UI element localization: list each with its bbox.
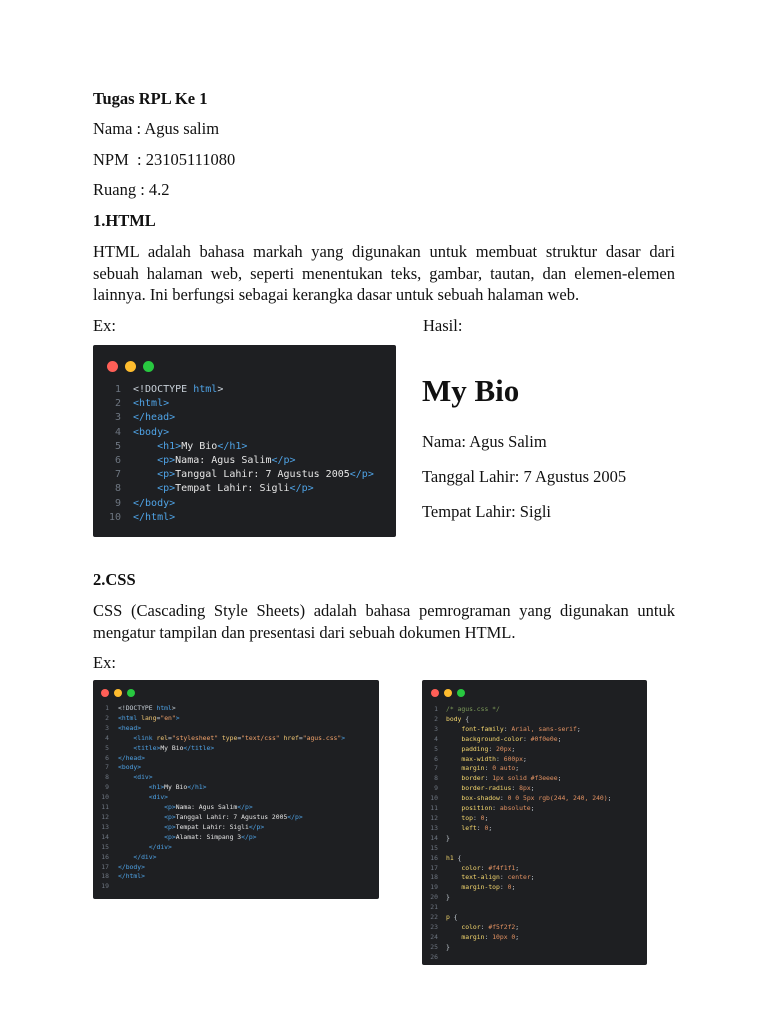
code-text: margin: 0 auto; [461, 764, 520, 773]
code-line [107, 511, 374, 525]
code-line [428, 893, 611, 903]
code-text: } [446, 833, 450, 842]
code-text: h1 { [446, 853, 462, 862]
line-number: 26 [430, 952, 438, 961]
section-css-heading: 2.CSS [93, 570, 136, 589]
line-number: 8 [434, 774, 438, 783]
line-number: 25 [430, 942, 438, 951]
code-text: body { [446, 714, 470, 723]
line-number: 16 [101, 852, 109, 861]
code-text: background-color: #0f0e0e; [461, 734, 562, 743]
code-line [428, 854, 611, 864]
code-text: <p>Nama: Agus Salim</p> [157, 455, 296, 467]
html-ex-label: Ex: [93, 316, 116, 335]
minimize-dot-icon [125, 361, 136, 372]
code-text: } [446, 893, 450, 902]
code-text: <p>Tanggal Lahir: 7 Agustus 2005</p> [157, 469, 374, 481]
line-number: 2 [105, 713, 109, 722]
code-line [99, 783, 345, 793]
line-number: 7 [114, 469, 121, 481]
code-line [99, 872, 345, 882]
code-line [99, 754, 345, 764]
code-text: top: 0; [461, 813, 489, 822]
css-ex-label: Ex: [93, 653, 116, 672]
line-number: 6 [114, 455, 121, 467]
line-number: 7 [105, 763, 109, 772]
html-code-block [107, 383, 374, 525]
section-html-heading: 1.HTML [93, 211, 156, 230]
student-name: Nama : Agus salim [93, 119, 220, 138]
code-line [428, 943, 611, 953]
line-number: 15 [101, 842, 109, 851]
code-line [99, 823, 345, 833]
section-html-paragraph: HTML adalah bahasa markah yang digunakan untuk membuat struktur dasar dari sebuah halaman web, seperti menentukan teks, gambar, tautan, dan elemen-elemen lainnya. Ini berfungsi sebagai kerangka dasar untuk sebuah halaman web. [93, 242, 675, 304]
line-number: 14 [101, 832, 109, 841]
line-number: 7 [434, 764, 438, 773]
line-number: 8 [105, 773, 109, 782]
line-number: 4 [105, 733, 109, 742]
code-text: <body> [133, 426, 170, 438]
line-number: 19 [430, 883, 438, 892]
css-code-block [428, 705, 611, 963]
code-text: </html> [118, 872, 145, 881]
line-number: 14 [430, 833, 438, 842]
code-line [428, 883, 611, 893]
code-text: margin-top: 0; [461, 883, 516, 892]
line-number: 18 [101, 872, 109, 881]
code-line [99, 763, 345, 773]
close-dot-icon [431, 689, 439, 697]
code-line [428, 953, 611, 963]
line-number: 3 [105, 723, 109, 732]
code-text: border-radius: 8px; [461, 784, 535, 793]
code-text: <div> [148, 793, 169, 802]
code-line [428, 873, 611, 883]
code-line [99, 813, 345, 823]
code-text: <html lang="en"> [118, 713, 180, 722]
code-line [428, 794, 611, 804]
maximize-dot-icon [457, 689, 465, 697]
line-number: 1 [105, 704, 109, 712]
code-line [428, 764, 611, 774]
code-text: </html> [133, 511, 176, 523]
close-dot-icon [107, 361, 118, 372]
code-text: left: 0; [461, 823, 493, 832]
line-number: 17 [101, 862, 109, 871]
code-line [107, 482, 374, 496]
code-text: <!DOCTYPE html> [118, 704, 176, 712]
code-line [428, 784, 611, 794]
code-text: <title>My Bio</title> [133, 743, 215, 752]
line-number: 10 [108, 511, 121, 523]
code-text: <head> [118, 723, 142, 732]
code-text: <p>Tempat Lahir: Sigli</p> [164, 822, 265, 831]
code-text: <p>Nama: Agus Salim</p> [164, 803, 253, 812]
html-code-window [93, 345, 396, 537]
window-controls [431, 689, 465, 697]
code-line [99, 833, 345, 843]
code-line [428, 864, 611, 874]
code-line [99, 853, 345, 863]
code-text: </div> [148, 842, 172, 851]
code-line [107, 497, 374, 511]
code-text: <link rel="stylesheet" type="text/css" href="agus.css"> [133, 733, 346, 742]
line-number: 4 [114, 426, 121, 438]
maximize-dot-icon [143, 361, 154, 372]
result-line-3: Tempat Lahir: Sigli [422, 502, 551, 521]
code-line [99, 863, 345, 873]
css-html-code-window [93, 680, 379, 899]
code-line [107, 426, 374, 440]
code-line [428, 705, 611, 715]
line-number: 5 [114, 440, 121, 452]
line-number: 9 [434, 784, 438, 793]
line-number: 16 [430, 853, 438, 862]
line-number: 5 [105, 743, 109, 752]
line-number: 19 [101, 882, 109, 891]
code-text: <p>Alamat: Simpang 3</p> [164, 832, 257, 841]
line-number: 1 [434, 705, 438, 713]
code-line [99, 714, 345, 724]
code-text: border: 1px solid #f3eeee; [461, 774, 562, 783]
code-text: </body> [118, 862, 145, 871]
line-number: 12 [430, 813, 438, 822]
code-line [99, 843, 345, 853]
code-line [428, 725, 611, 735]
code-text: <p>Tempat Lahir: Sigli</p> [157, 483, 314, 495]
code-text: <h1>My Bio</h1> [148, 783, 207, 792]
line-number: 3 [114, 412, 121, 424]
line-number: 13 [101, 822, 109, 831]
line-number: 2 [114, 398, 121, 410]
code-text: </div> [133, 852, 157, 861]
maximize-dot-icon [127, 689, 135, 697]
code-text: </head> [133, 412, 176, 424]
code-line [428, 755, 611, 765]
doc-title: Tugas RPL Ke 1 [93, 89, 208, 108]
code-line [107, 397, 374, 411]
line-number: 22 [430, 913, 438, 922]
code-text: <p>Tanggal Lahir: 7 Agustus 2005</p> [164, 812, 303, 821]
code-line [99, 793, 345, 803]
code-text: /* agus.css */ [446, 705, 500, 713]
line-number: 21 [430, 903, 438, 912]
code-text: <h1>My Bio</h1> [157, 440, 248, 452]
code-line [107, 454, 374, 468]
css-stylesheet-window [422, 680, 647, 965]
line-number: 10 [430, 794, 438, 803]
code-text: <!DOCTYPE html> [133, 384, 224, 395]
code-line [428, 745, 611, 755]
line-number: 9 [105, 783, 109, 792]
code-text: margin: 10px 0; [461, 932, 520, 941]
student-npm: NPM : 23105111080 [93, 150, 236, 169]
code-line [107, 411, 374, 425]
line-number: 11 [430, 804, 438, 813]
line-number: 23 [430, 922, 438, 931]
line-number: 4 [434, 734, 438, 743]
code-line [428, 735, 611, 745]
code-line [107, 383, 374, 397]
code-line [428, 844, 611, 854]
code-line [99, 773, 345, 783]
line-number: 6 [434, 754, 438, 763]
code-text: <div> [133, 773, 153, 782]
code-text: padding: 20px; [461, 744, 516, 753]
line-number: 24 [430, 932, 438, 941]
code-text: p { [446, 913, 458, 922]
close-dot-icon [101, 689, 109, 697]
section-css-paragraph: CSS (Cascading Style Sheets) adalah bahasa pemrograman yang digunakan untuk mengatur tampilan dan presentasi dari sebuah dokumen HTML. [93, 601, 675, 642]
code-line [99, 882, 345, 892]
css-html-code-block [99, 704, 345, 892]
code-line [428, 774, 611, 784]
code-line [99, 803, 345, 813]
line-number: 1 [114, 384, 121, 395]
code-line [428, 903, 611, 913]
window-controls [101, 689, 135, 697]
line-number: 8 [114, 483, 121, 495]
line-number: 13 [430, 823, 438, 832]
code-text: font-family: Arial, sans-serif; [461, 724, 581, 733]
code-line [99, 724, 345, 734]
line-number: 6 [105, 753, 109, 762]
line-number: 17 [430, 863, 438, 872]
line-number: 3 [434, 724, 438, 733]
code-line [99, 734, 345, 744]
line-number: 11 [101, 803, 109, 812]
code-line [107, 440, 374, 454]
code-line [99, 744, 345, 754]
code-line [428, 804, 611, 814]
line-number: 12 [101, 812, 109, 821]
code-line [428, 913, 611, 923]
code-text: position: absolute; [461, 804, 535, 813]
minimize-dot-icon [114, 689, 122, 697]
line-number: 20 [430, 893, 438, 902]
line-number: 15 [430, 843, 438, 852]
code-line [428, 715, 611, 725]
code-line [99, 704, 345, 714]
code-line [428, 923, 611, 933]
html-hasil-label: Hasil: [423, 316, 463, 335]
code-text: </head> [118, 753, 145, 762]
result-title: My Bio [422, 373, 520, 408]
code-text: <body> [118, 763, 142, 772]
line-number: 5 [434, 744, 438, 753]
window-controls [107, 361, 154, 372]
code-text: } [446, 942, 450, 951]
line-number: 9 [114, 497, 121, 509]
result-line-2: Tanggal Lahir: 7 Agustus 2005 [422, 467, 627, 486]
code-text: box-shadow: 0 0 5px rgb(244, 240, 240); [461, 794, 612, 803]
code-line [428, 814, 611, 824]
code-line [428, 933, 611, 943]
code-text: color: #f4f1f1; [461, 863, 520, 872]
line-number: 2 [434, 714, 438, 723]
code-text: </body> [133, 497, 176, 509]
code-text: color: #f5f2f2; [461, 922, 520, 931]
code-line [428, 824, 611, 834]
code-text: max-width: 600px; [461, 754, 527, 763]
code-line [428, 834, 611, 844]
student-room: Ruang : 4.2 [93, 180, 170, 199]
code-text: <html> [133, 398, 170, 410]
line-number: 10 [101, 793, 109, 802]
minimize-dot-icon [444, 689, 452, 697]
result-line-1: Nama: Agus Salim [422, 432, 547, 451]
code-text: text-align: center; [461, 873, 535, 882]
line-number: 18 [430, 873, 438, 882]
code-line [107, 468, 374, 482]
